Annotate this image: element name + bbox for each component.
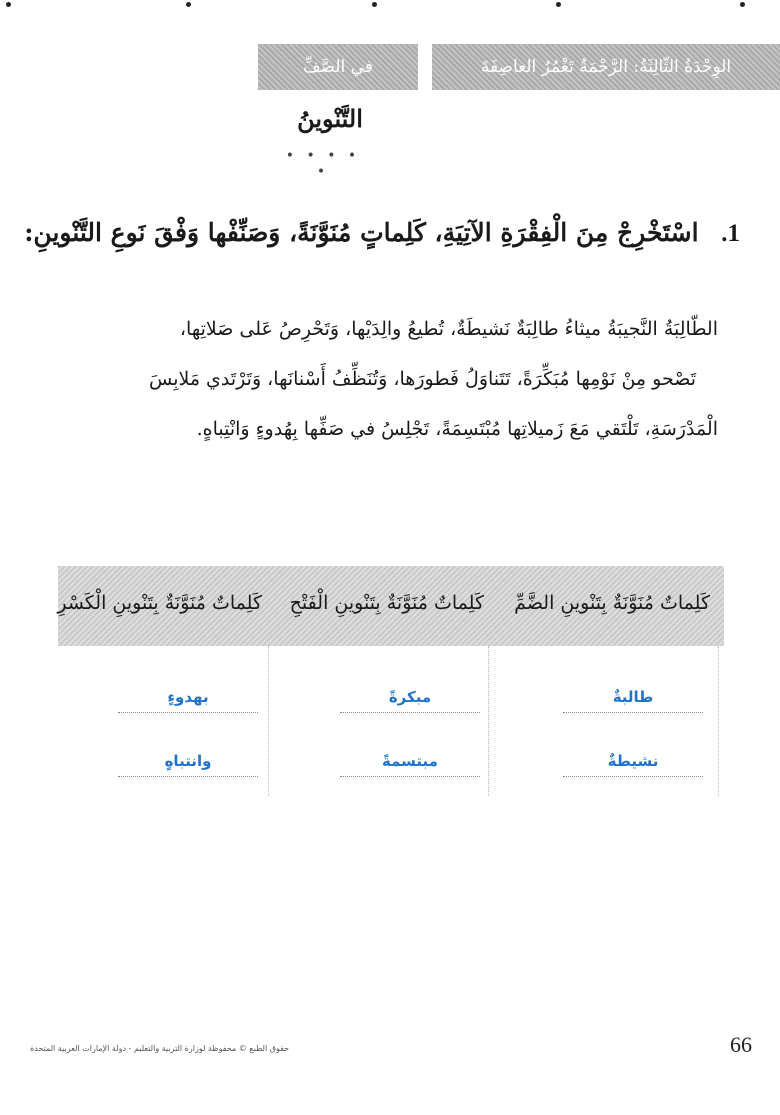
section-title: في الصَّفِّ <box>303 57 373 77</box>
question-1 <box>24 218 740 248</box>
answer-cell[interactable]: مبكرةً <box>340 688 480 713</box>
header-damma-tanween: كَلِماتٌ مُنَوَّنَةٌ بِتَنْوينِ الضَّمِّ <box>514 592 710 614</box>
answer-cell[interactable]: مبتسمةً <box>340 752 480 777</box>
scan-speck <box>740 2 745 7</box>
column-divider <box>718 646 719 796</box>
answer-cell[interactable]: بهدوءٍ <box>118 688 258 713</box>
column-divider <box>268 646 269 796</box>
question-number: 1. <box>721 220 740 247</box>
lesson-title: التَّنْوينُ <box>297 104 363 133</box>
answer-cell[interactable]: نشيطةٌ <box>563 752 703 777</box>
unit-title: الوِحْدَةُ الثّالِثَةُ: الرَّحْمَةُ تَغْمُرُ العاصِفَةَ <box>480 57 732 77</box>
answer-cell[interactable]: طالبةٌ <box>563 688 703 713</box>
scan-speck <box>556 2 561 7</box>
unit-banner <box>432 44 780 90</box>
header-kasra-tanween: كَلِماتٌ مُنَوَّنَةٌ بِتَنْوينِ الْكَسْرِ <box>57 592 262 614</box>
paragraph-line: الطّالِبَةُ النَّجيبَةُ ميثاءُ طالِبَةٌ نَشيطَةٌ، تُطيعُ والِدَيْها، وَتَحْرِصُ عَلى صَلاتِها، <box>179 318 718 340</box>
scan-speck <box>6 2 11 7</box>
paragraph-line: الْمَدْرَسَةِ، تَلْتَقي مَعَ زَميلاتِها مُبْتَسِمَةً، تَجْلِسُ في صَفِّها بِهُدوءٍ وَانْتِباهٍ. <box>196 418 718 440</box>
scan-speck <box>372 2 377 7</box>
title-divider-dots: • • • • • <box>285 148 361 180</box>
copyright-note: حقوق الطبع © محفوظة لوزارة التربية والتعليم - دولة الإمارات العربية المتحدة <box>30 1044 290 1053</box>
question-text: اسْتَخْرِجْ مِنَ الْفِقْرَةِ الآتِيَةِ، كَلِماتٍ مُنَوَّنَةً، وَصَنِّفْها وَفْقَ نَوعِ التَّنْوينِ: <box>24 218 699 247</box>
answer-cell[interactable]: وانتباهٍ <box>118 752 258 777</box>
page-number: 66 <box>730 1032 752 1057</box>
paragraph-line: تَصْحو مِنْ نَوْمِها مُبَكِّرَةً، تَتَناوَلُ فَطورَها، وَتُنَظِّفُ أَسْنانَها، وَتَرْتَدي مَلابِسَ <box>148 368 696 390</box>
column-divider <box>488 646 489 796</box>
classification-table-header <box>58 566 724 646</box>
section-banner <box>258 44 418 90</box>
scan-speck <box>186 2 191 7</box>
header-fatha-tanween: كَلِماتٌ مُنَوَّنَةٌ بِتَنْوينِ الْفَتْحِ <box>289 592 484 614</box>
